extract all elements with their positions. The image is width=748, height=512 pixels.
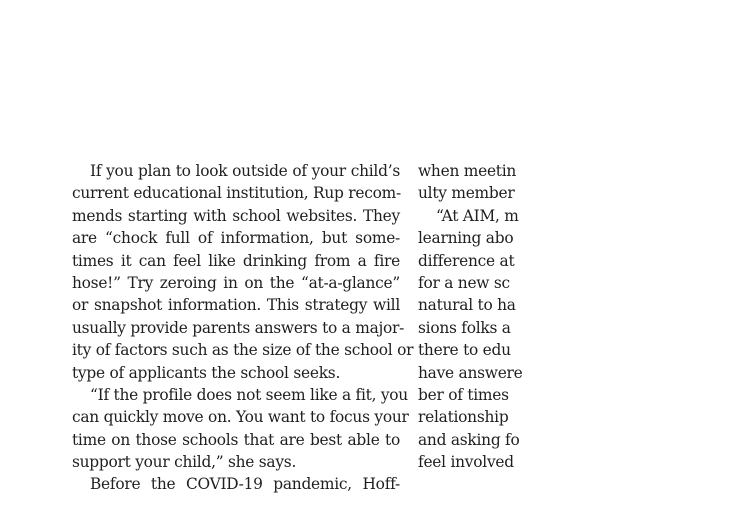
paragraph-line: for a new sc bbox=[418, 273, 510, 292]
article-column-left bbox=[72, 160, 414, 496]
paragraph-line: Before the COVID-19 pandemic, Hoff- bbox=[90, 475, 400, 494]
paragraph-line: sions folks a bbox=[418, 318, 511, 337]
paragraph-line: type of applicants the school seeks. bbox=[72, 363, 341, 382]
paragraph-line: “If the profile does not seem like a fit, you bbox=[90, 385, 408, 404]
paragraph-line: hose!” Try zeroing in on the “at-a-glance” bbox=[72, 273, 400, 292]
paragraph-line: time on those schools that are best able to bbox=[72, 430, 400, 449]
paragraph-line: times it can feel like drinking from a fire bbox=[72, 251, 400, 270]
paragraph-line: support your child,” she says. bbox=[72, 453, 297, 472]
paragraph-line: usually provide parents answers to a major- bbox=[72, 318, 405, 337]
paragraph-line: relationship bbox=[418, 408, 509, 427]
article-column-right bbox=[418, 160, 748, 473]
paragraph-line: learning abo bbox=[418, 229, 514, 248]
paragraph-line: feel involved bbox=[418, 453, 514, 472]
paragraph-line: and asking fo bbox=[418, 430, 520, 449]
paragraph-line: difference at bbox=[418, 251, 515, 270]
paragraph-line: when meetin bbox=[418, 162, 517, 180]
paragraph-line: natural to ha bbox=[418, 296, 516, 315]
paragraph-line: “At AIM, m bbox=[436, 206, 519, 225]
paragraph-line: current educational institution, Rup recom- bbox=[72, 184, 401, 203]
paragraph-line: ber of times bbox=[418, 385, 509, 404]
paragraph-line: there to edu bbox=[418, 341, 511, 360]
paragraph-line: ulty member bbox=[418, 184, 515, 203]
paragraph-line: If you plan to look outside of your child’s bbox=[90, 162, 400, 180]
paragraph-line: mends starting with school websites. They bbox=[72, 206, 400, 225]
paragraph-line: have answere bbox=[418, 363, 523, 382]
paragraph-line: ity of factors such as the size of the school or bbox=[72, 341, 414, 360]
paragraph-line: can quickly move on. You want to focus your bbox=[72, 408, 409, 427]
paragraph-line: or snapshot information. This strategy will bbox=[72, 296, 400, 315]
paragraph-line: are “chock full of information, but some- bbox=[72, 229, 400, 248]
